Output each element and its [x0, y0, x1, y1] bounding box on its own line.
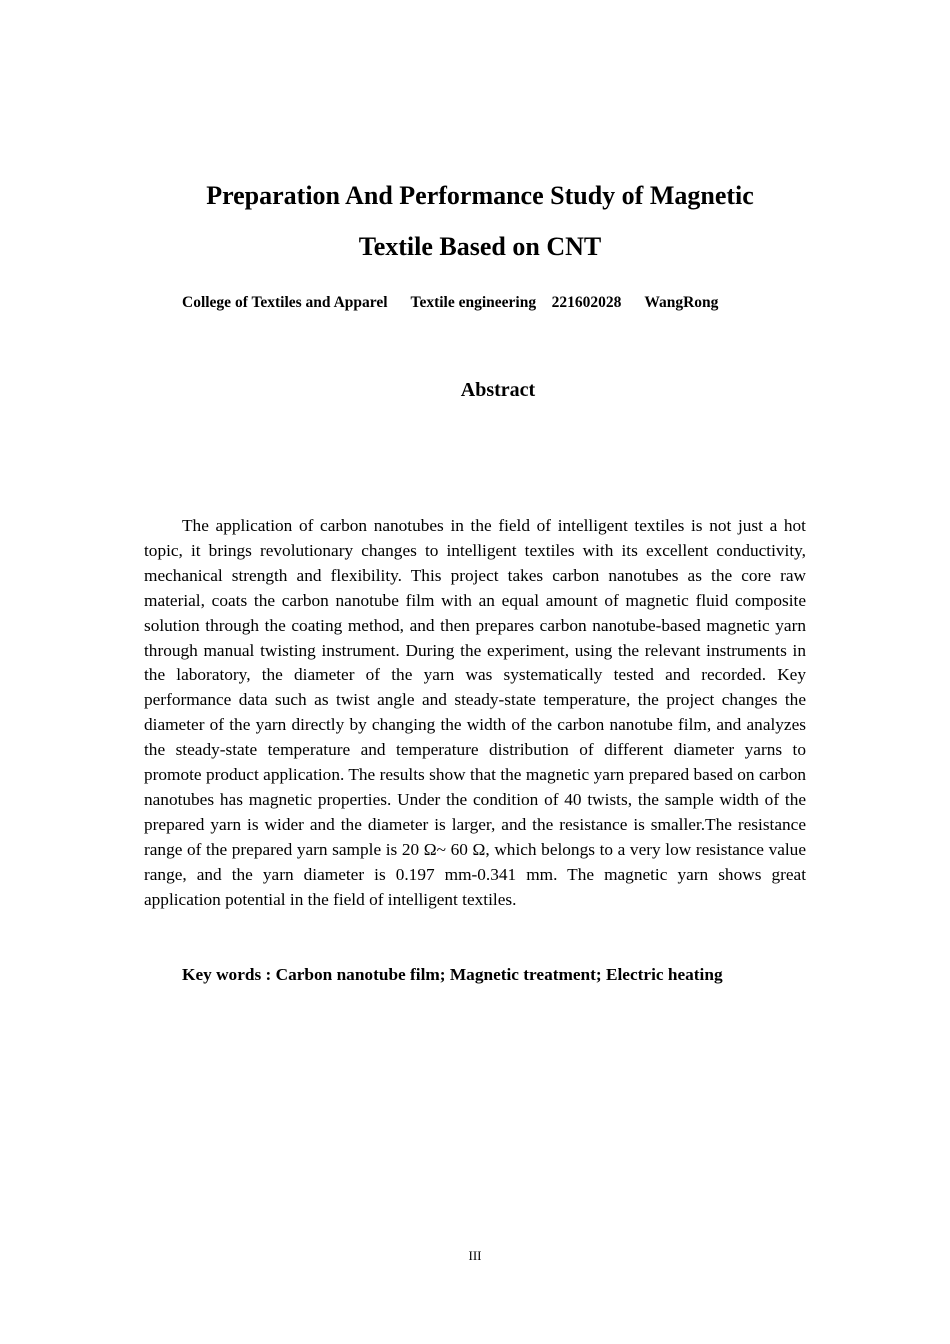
paper-title-line-2: Textile Based on CNT	[358, 232, 602, 261]
major-name: Textile engineering	[410, 294, 537, 311]
keywords-line: Key words : Carbon nanotube film; Magnetic treatment; Electric heating	[182, 965, 723, 984]
abstract-heading: Abstract	[460, 379, 536, 401]
college-name: College of Textiles and Apparel	[182, 294, 388, 311]
page-number: III	[468, 1248, 482, 1263]
author-info	[182, 292, 718, 314]
paper-title	[100, 170, 860, 272]
author-name: WangRong	[644, 294, 719, 311]
student-id: 221602028	[551, 294, 622, 311]
abstract-body: The application of carbon nanotubes in the field of intelligent textiles is not just a hot topic, it brings revolutionary changes to intelligent textiles with its excellent conductivity, mechanical strength and flexibility. This project takes carbon nanotubes as the core raw material, coats the carbon nanotube film with an equal amount of magnetic fluid composite solution through the coating method, and then prepares carbon nanotube-based magnetic yarn through manual twisting instrument. During the experiment, using the relevant instruments in the laboratory, the diameter of the yarn was systematically tested and recorded. Key performance data such as twist angle and steady-state temperature, the project changes the diameter of the yarn directly by changing the width of the carbon nanotube film, and analyzes the steady-state temperature and temperature distribution of different diameter yarns to promote product application. The results show that the magnetic yarn prepared based on carbon nanotubes has magnetic properties. Under the condition of 40 twists, the sample width of the prepared yarn is wider and the diameter is larger, and the resistance is smaller.The resistance range of the prepared yarn sample is 20 Ω~ 60 Ω, which belongs to a very low resistance value range, and the yarn diameter is 0.197 mm-0.341 mm. The magnetic yarn shows great application potential in the field of intelligent textiles.	[144, 516, 806, 909]
paper-title-line-1: Preparation And Performance Study of Magnetic	[206, 181, 754, 210]
